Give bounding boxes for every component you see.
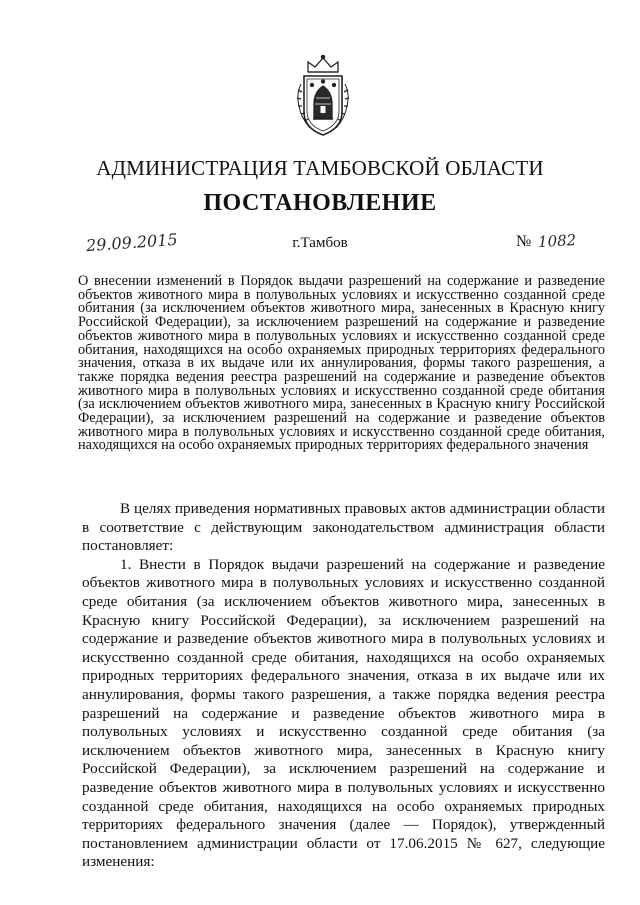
number-sign: № — [516, 233, 532, 250]
preamble-paragraph: В целях приведения нормативных правовых актов администрации области в соответствие с действующим законодательством администрация области постановляет: — [82, 500, 605, 555]
coat-of-arms-icon — [292, 54, 354, 138]
item-1-paragraph: 1. Внести в Порядок выдачи разрешений на содержание и разведение объектов животного мира в полувольных условиях и искусственно созданной среде обитания (за исключением объектов животного мира, занесенных в Красную книгу Российской Федерации), за исключением разрешений на содержание и разведение объектов животного мира в полувольных условиях и искусственно созданной среде обитания, находящихся на особо охраняемых природных территориях федерального значения, отказа в их выдаче или их аннулирования, формы такого разрешения, а также порядка ведения реестра разрешений на содержание и разведение объектов животного мира в полувольных условиях и искусственно созданной среде обитания (за исключением объектов животного мира, занесенных в Красную книгу Российской Федерации), за исключением разрешений на содержание и разведение объектов животного мира в полувольных условиях и искусственно созданной среде обитания, находящихся на особо охраняемых природных территориях федерального значения (далее — Порядок), утвержденный постановлением администрации области от 17.06.2015 № 627, следующие изменения: — [82, 555, 605, 871]
handwritten-date: 29.09.2015 — [85, 229, 179, 256]
document-body — [82, 500, 605, 872]
organization-name: АДМИНИСТРАЦИЯ ТАМБОВСКОЙ ОБЛАСТИ — [96, 156, 544, 180]
city-name: г.Тамбов — [292, 235, 348, 251]
document-type-title: ПОСТАНОВЛЕНИЕ — [203, 190, 437, 216]
document-subject: О внесении изменений в Порядок выдачи разрешений на содержание и разведение объектов животного мира в полувольных условиях и искусственно созданной среде обитания (за исключением объектов животного мира, занесенных в Красную книгу Российской Федерации), за исключением разрешений на содержание и разведение объектов животного мира в полувольных условиях и искусственно созданной среде обитания, находящихся на особо охраняемых природных территориях федерального значения, отказа в их выдаче или их аннулирования, формы такого разрешения, а также порядка ведения реестра разрешений на содержание и разведение объектов животного мира в полувольных условиях и искусственно созданной среде обитания (за исключением объектов животного мира, занесенных в Красную книгу Российской Федерации), за исключением разрешений на содержание и разведение объектов животного мира в полувольных условиях и искусственно созданной среде обитания, находящихся на особо охраняемых природных территориях федерального значения — [78, 273, 605, 454]
document-number — [516, 232, 576, 251]
handwritten-number: 1082 — [537, 231, 577, 251]
